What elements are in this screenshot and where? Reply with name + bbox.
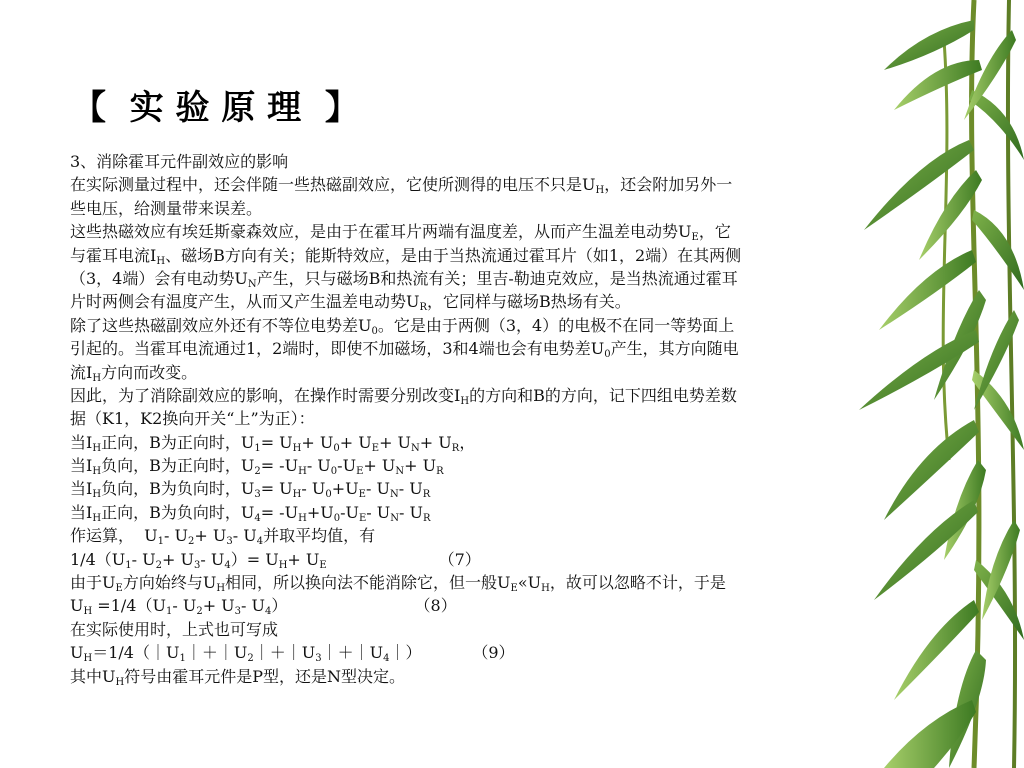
text-run: 的方向和B的方向，记下四组电势差数 <box>469 385 737 405</box>
subscript: H <box>92 466 102 478</box>
text-run: 方向而改变。 <box>101 362 198 382</box>
text-run: ，还会附加另外一 <box>604 175 733 195</box>
text-run: U <box>70 643 84 663</box>
text-line <box>70 384 900 407</box>
text-run: -U <box>337 456 357 476</box>
text-line <box>70 501 900 524</box>
text-run: ，故可以忽略不计，于是 <box>549 573 726 593</box>
text-line <box>70 431 900 454</box>
subscript: 0 <box>604 349 611 361</box>
text-run: = U <box>260 432 293 452</box>
text-run: 据（K1，K2换向开关“上”为正）： <box>70 409 315 429</box>
text-run: 其中U <box>70 666 116 686</box>
text-run: - U <box>399 502 423 522</box>
text-run: 。它是由于两侧（3，4）的电极不在同一等势面上 <box>377 315 735 335</box>
subscript: 1 <box>125 559 132 571</box>
text-run: 由于U <box>70 573 116 593</box>
text-run: 正向，B为正向时，U <box>101 432 255 452</box>
text-run: ＝1/4（｜U <box>92 643 180 663</box>
text-run: - U <box>200 549 225 569</box>
text-run: （7） <box>326 549 481 569</box>
subscript: E <box>356 466 364 478</box>
subscript: N <box>411 442 420 454</box>
subscript: 3 <box>254 489 261 501</box>
text-line <box>70 641 900 664</box>
text-run: 负向，B为正向时，U <box>101 456 255 476</box>
text-run: - U <box>366 502 391 522</box>
subscript: 2 <box>155 559 162 571</box>
subscript: 1 <box>157 536 165 548</box>
text-line <box>70 665 900 688</box>
text-run: - U <box>301 479 326 499</box>
text-run: = U <box>260 479 293 499</box>
text-run: 并取平均值，有 <box>263 526 376 546</box>
subscript: 0 <box>333 442 340 454</box>
text-run: 相同，所以换向法不能消除它，但一般U <box>225 573 511 593</box>
text-line <box>70 361 900 384</box>
text-run: +U <box>306 502 334 522</box>
text-run: - U <box>398 479 423 499</box>
text-run: 在实际测量过程中，还会伴随一些热磁副效应，它使所测得的电压不只是U <box>70 175 596 195</box>
subscript: H <box>541 583 550 595</box>
subscript: H <box>292 489 302 501</box>
text-run: «U <box>517 573 542 593</box>
text-line <box>70 267 900 290</box>
subscript: R <box>436 466 444 478</box>
text-run: 这些热磁效应有埃廷斯豪森效应，是由于在霍耳片两端有温度差，从而产生温差电动势U <box>70 222 692 242</box>
subscript: E <box>691 232 699 244</box>
subscript: H <box>216 583 226 595</box>
text-run: ， <box>459 432 476 452</box>
slide-title: 【 实 验 原 理 】 <box>72 88 359 128</box>
subscript: H <box>92 372 102 384</box>
text-run: - U <box>365 479 390 499</box>
text-run: 、磁场B方向有关；能斯特效应，是由于当热流通过霍耳片（如1，2端）在其两侧 <box>165 245 742 265</box>
subscript: H <box>92 442 102 454</box>
text-run: 流I <box>70 362 93 382</box>
text-run: 片时两侧会有温度产生，从而又产生温差电动势U <box>70 292 420 312</box>
text-line <box>70 220 900 243</box>
text-line <box>70 618 900 641</box>
subscript: E <box>358 489 366 501</box>
text-run: 方向始终与U <box>122 573 217 593</box>
text-run: + U <box>379 432 412 452</box>
text-run: ｜＋｜U <box>253 643 316 663</box>
text-run: 作运算， U <box>70 526 158 546</box>
text-line <box>70 477 900 500</box>
subscript: H <box>298 512 307 524</box>
text-line <box>70 337 900 360</box>
subscript: H <box>595 185 605 197</box>
subscript: H <box>292 442 302 454</box>
text-line <box>70 244 900 267</box>
text-run: + U <box>419 432 452 452</box>
subscript: 3 <box>234 606 242 618</box>
subscript: H <box>298 466 307 478</box>
subscript: N <box>247 278 257 290</box>
subscript: R <box>423 512 431 524</box>
subscript: R <box>451 442 460 454</box>
text-run: 当I <box>70 502 93 522</box>
text-line <box>70 524 900 547</box>
subscript: 0 <box>330 466 338 478</box>
text-run: + U <box>202 596 235 616</box>
text-run: 1/4（U <box>70 549 126 569</box>
subscript: H <box>278 559 288 571</box>
text-run: 符号由霍耳元件是P型，还是N型决定。 <box>124 666 406 686</box>
subscript: 0 <box>371 325 378 337</box>
subscript: 4 <box>265 606 272 618</box>
text-run: 些电压，给测量带来误差。 <box>70 198 263 218</box>
subscript: 2 <box>188 536 195 548</box>
text-run: 3、消除霍耳元件副效应的影响 <box>70 152 289 171</box>
text-run: 产生，其方向随电 <box>610 339 739 359</box>
text-line <box>70 454 900 477</box>
text-run: - U <box>131 549 156 569</box>
text-run: 当I <box>70 432 93 452</box>
subscript: E <box>371 442 380 454</box>
subscript: 4 <box>254 512 261 524</box>
subscript: E <box>115 583 123 595</box>
text-line <box>70 290 900 313</box>
text-run: +U <box>331 479 359 499</box>
subscript: H <box>92 512 102 524</box>
subscript: 4 <box>256 536 264 548</box>
subscript: E <box>510 583 518 595</box>
slide-body-text <box>70 150 900 688</box>
text-run: -U <box>340 502 359 522</box>
subscript: E <box>319 559 327 571</box>
text-run: ，它 <box>698 222 731 242</box>
text-run: =1/4（U <box>92 596 166 616</box>
text-run: 产生，只与磁场B和热流有关；里吉-勒迪克效应，是当热流通过霍耳 <box>256 268 738 288</box>
text-run: U <box>70 596 84 616</box>
subscript: H <box>156 255 166 267</box>
subscript: 0 <box>325 489 332 501</box>
text-run: - U <box>232 526 257 546</box>
text-run: ，它同样与磁场B热场有关。 <box>427 292 631 312</box>
subscript: R <box>419 302 428 314</box>
subscript: 2 <box>247 653 254 665</box>
text-run: + U <box>363 456 396 476</box>
text-run: ｜＋｜U <box>185 643 248 663</box>
subscript: H <box>92 489 102 501</box>
subscript: 3 <box>226 536 233 548</box>
subscript: H <box>83 653 93 665</box>
text-run: - U <box>172 596 197 616</box>
text-run: 负向，B为负向时，U <box>101 479 255 499</box>
subscript: 0 <box>333 512 341 524</box>
text-run: = -U <box>260 456 299 476</box>
text-run: + U <box>194 526 227 546</box>
text-line <box>70 571 900 594</box>
subscript: N <box>389 489 399 501</box>
text-run: （3，4端）会有电动势U <box>70 268 248 288</box>
text-run: ） （8） <box>271 596 457 616</box>
text-run: 因此，为了消除副效应的影响，在操作时需要分别改变I <box>70 385 461 405</box>
text-run: + U <box>301 432 334 452</box>
text-line <box>70 314 900 337</box>
text-run: - U <box>306 456 331 476</box>
text-run: - U <box>241 596 266 616</box>
text-run: + U <box>404 456 437 476</box>
text-line <box>70 407 900 430</box>
text-line <box>70 150 900 173</box>
subscript: 2 <box>254 466 261 478</box>
subscript: N <box>395 466 405 478</box>
text-run: 除了这些热磁副效应外还有不等位电势差U <box>70 315 372 335</box>
text-run: ）= U <box>230 549 279 569</box>
subscript: 3 <box>193 559 201 571</box>
text-line <box>70 594 900 617</box>
subscript: H <box>115 676 125 688</box>
text-run: ｜＋｜U <box>321 643 384 663</box>
text-run: 当I <box>70 479 93 499</box>
subscript: 4 <box>383 653 390 665</box>
text-run: + U <box>161 549 194 569</box>
text-run: + U <box>287 549 320 569</box>
subscript: 1 <box>254 442 261 454</box>
text-run: 当I <box>70 456 93 476</box>
text-run: 正向，B为负向时，U <box>101 502 255 522</box>
text-line <box>70 197 900 220</box>
subscript: 3 <box>315 653 322 665</box>
subscript: 1 <box>179 653 186 665</box>
text-run: = -U <box>260 502 299 522</box>
text-run: ｜） （9） <box>389 643 515 663</box>
text-line <box>70 173 900 196</box>
text-run: + U <box>339 432 372 452</box>
subscript: N <box>390 512 400 524</box>
text-run: 引起的。当霍耳电流通过1，2端时，即使不加磁场，3和4端也会有电势差U <box>70 339 605 359</box>
subscript: H <box>460 395 470 407</box>
subscript: 2 <box>196 606 203 618</box>
subscript: H <box>83 606 93 618</box>
subscript: R <box>422 489 431 501</box>
subscript: 4 <box>224 559 231 571</box>
subscript: E <box>358 512 367 524</box>
text-line <box>70 548 900 571</box>
text-run: - U <box>164 526 189 546</box>
text-run: 与霍耳电流I <box>70 245 157 265</box>
subscript: 1 <box>165 606 173 618</box>
text-run: 在实际使用时，上式也可写成 <box>70 619 279 639</box>
